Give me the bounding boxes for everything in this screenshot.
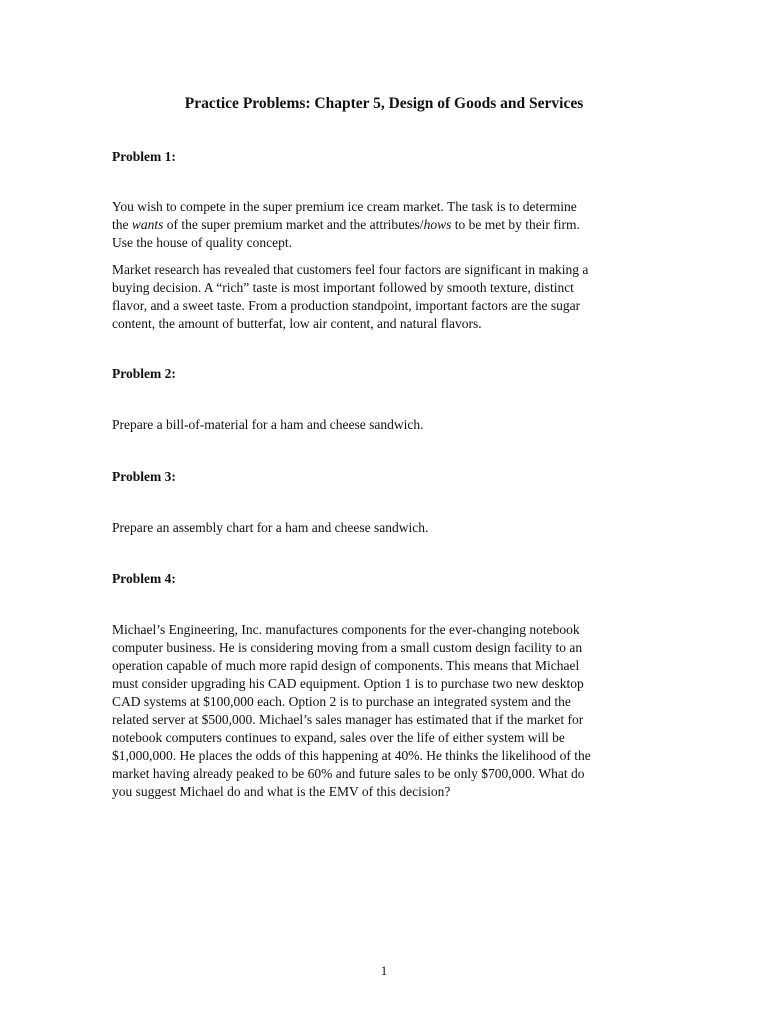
problem-4-line: must consider upgrading his CAD equipment. Option 1 is to purchase two new desktop [112, 676, 584, 691]
line-2-middle: of the super premium market and the attributes/ [163, 217, 424, 232]
problem-2-heading: Problem 2: [112, 366, 176, 381]
problem-1-para-2-line-3: flavor, and a sweet taste. From a production standpoint, important factors are the sugar [112, 298, 581, 313]
line-2-after: to be met by their firm. [451, 217, 580, 232]
problem-1-para-1-line-3: Use the house of quality concept. [112, 235, 292, 250]
problem-1-para-1-line-2 [112, 216, 652, 234]
problem-4-line: notebook computers continues to expand, sales over the life of either system will be [112, 730, 565, 745]
problem-3-line: Prepare an assembly chart for a ham and cheese sandwich. [112, 520, 429, 535]
problem-4-heading: Problem 4: [112, 571, 176, 586]
problem-4-line: $1,000,000. He places the odds of this happening at 40%. He thinks the likelihood of the [112, 748, 591, 763]
hows-emphasis: hows [423, 217, 452, 232]
problem-2-line: Prepare a bill-of-material for a ham and cheese sandwich. [112, 417, 424, 432]
problem-1-heading: Problem 1: [112, 149, 176, 164]
problem-1-paragraph-2 [112, 261, 652, 333]
page-number: 1 [380, 963, 388, 978]
problem-1-para-2-line-4: content, the amount of butterfat, low air content, and natural flavors. [112, 316, 482, 331]
problem-4-line: Michael’s Engineering, Inc. manufactures components for the ever-changing notebook [112, 622, 580, 637]
problem-4-line: you suggest Michael do and what is the EMV of this decision? [112, 784, 451, 799]
problem-4-line: operation capable of much more rapid design of components. This means that Michael [112, 658, 580, 673]
problem-4-line: CAD systems at $100,000 each. Option 2 is to purchase an integrated system and the [112, 694, 571, 709]
wants-emphasis: wants [131, 217, 164, 232]
problem-4-line: market having already peaked to be 60% and future sales to be only $700,000. What do [112, 766, 585, 781]
problem-1-paragraph-1 [112, 198, 652, 252]
problem-3-text [112, 519, 652, 537]
problem-3-heading: Problem 3: [112, 469, 176, 484]
problem-4-paragraph [112, 621, 652, 801]
problem-4-line: computer business. He is considering moving from a small custom design facility to an [112, 640, 583, 655]
problem-1-para-2-line-1: Market research has revealed that customers feel four factors are significant in making a [112, 262, 589, 277]
problem-1-para-2-line-2: buying decision. A “rich” taste is most important followed by smooth texture, distinct [112, 280, 574, 295]
problem-2-text [112, 416, 652, 434]
line-2-before: the [112, 217, 132, 232]
problem-4-line: related server at $500,000. Michael’s sales manager has estimated that if the market for [112, 712, 584, 727]
document-title: Practice Problems: Chapter 5, Design of Goods and Services [184, 95, 584, 112]
problem-1-para-1-line-1: You wish to compete in the super premium ice cream market. The task is to determine [112, 199, 577, 214]
